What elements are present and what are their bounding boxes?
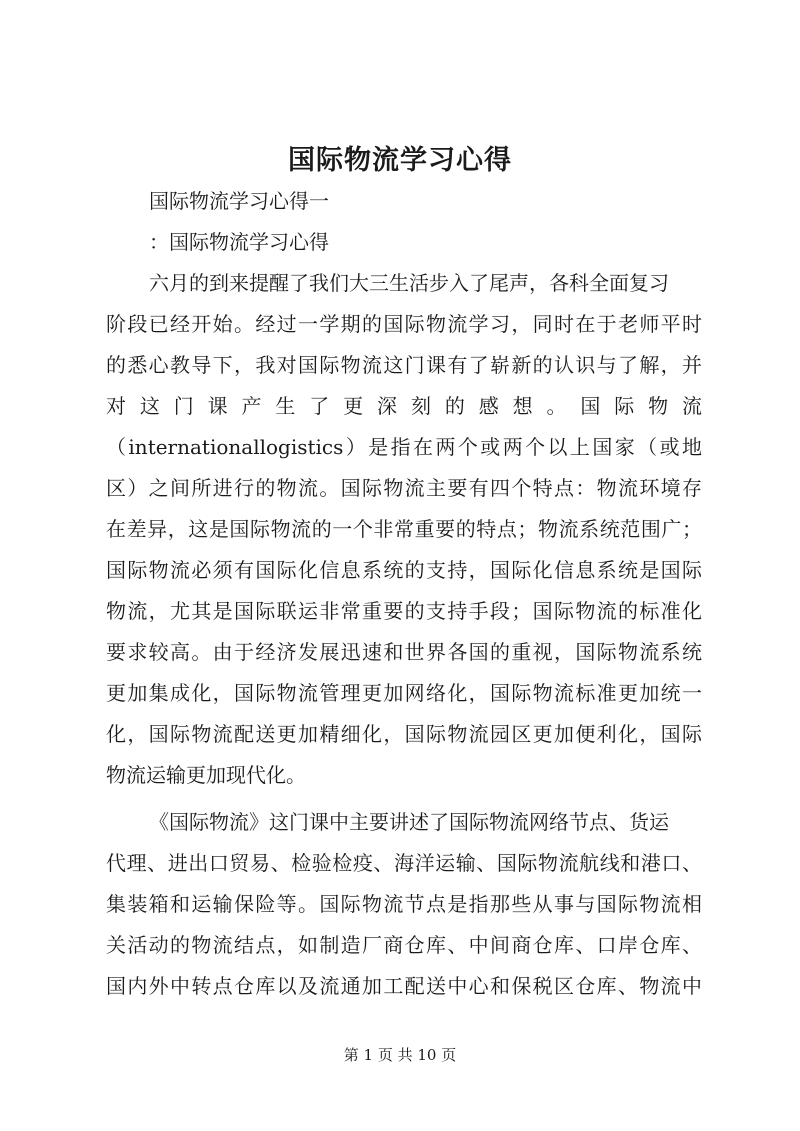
paragraph-line: 集装箱和运输保险等。国际物流节点是指那些从事与国际物流相 (106, 892, 702, 916)
paragraph-line: 国际物流必须有国际化信息系统的支持，国际化信息系统是国际 (106, 558, 702, 582)
paragraph-line: 对 这 门 课 产 生 了 更 深 刻 的 感 想 。 国 际 物 流 (106, 394, 702, 418)
paragraph-line: 要求较高。由于经济发展迅速和世界各国的重视，国际物流系统 (106, 640, 702, 664)
paragraph-line: 物流运输更加现代化。 (106, 763, 306, 787)
document-body (106, 181, 702, 1007)
paragraph-line: 区）之间所进行的物流。国际物流主要有四个特点：物流环境存 (106, 476, 702, 500)
paragraph-line: 国内外中转点仓库以及流通加工配送中心和保税区仓库、物流中 (106, 974, 702, 998)
paragraph-line: 阶段已经开始。经过一学期的国际物流学习，同时在于老师平时 (106, 312, 702, 336)
paragraph-line: 物流，尤其是国际联运非常重要的支持手段；国际物流的标准化 (106, 599, 702, 623)
paragraph-line: 关活动的物流结点，如制造厂商仓库、中间商仓库、口岸仓库、 (106, 933, 702, 957)
paragraph-line: 化，国际物流配送更加精细化，国际物流园区更加便利化，国际 (106, 722, 702, 746)
subtitle-line: ：国际物流学习心得 (149, 230, 329, 254)
paragraph-line: 六月的到来提醒了我们大三生活步入了尾声，各科全面复习 (149, 271, 669, 295)
document-title: 国际物流学习心得 (288, 145, 512, 176)
paragraph-line: 《国际物流》这门课中主要讲述了国际物流网络节点、货运 (149, 810, 669, 834)
page-footer: 第 1 页 共 10 页 (343, 1046, 457, 1064)
paragraph-line: 代理、进出口贸易、检验检疫、海洋运输、国际物流航线和港口、 (106, 851, 702, 875)
paragraph-line: 在差异，这是国际物流的一个非常重要的特点；物流系统范围广； (106, 517, 702, 541)
paragraph-line: 的悉心教导下，我对国际物流这门课有了崭新的认识与了解，并 (106, 353, 702, 377)
paragraph-line: 更加集成化，国际物流管理更加网络化，国际物流标准更加统一 (106, 681, 702, 705)
subtitle-line: 国际物流学习心得一 (149, 189, 329, 213)
paragraph-line: （internationallogistics）是指在两个或两个以上国家（或地 (106, 435, 702, 459)
